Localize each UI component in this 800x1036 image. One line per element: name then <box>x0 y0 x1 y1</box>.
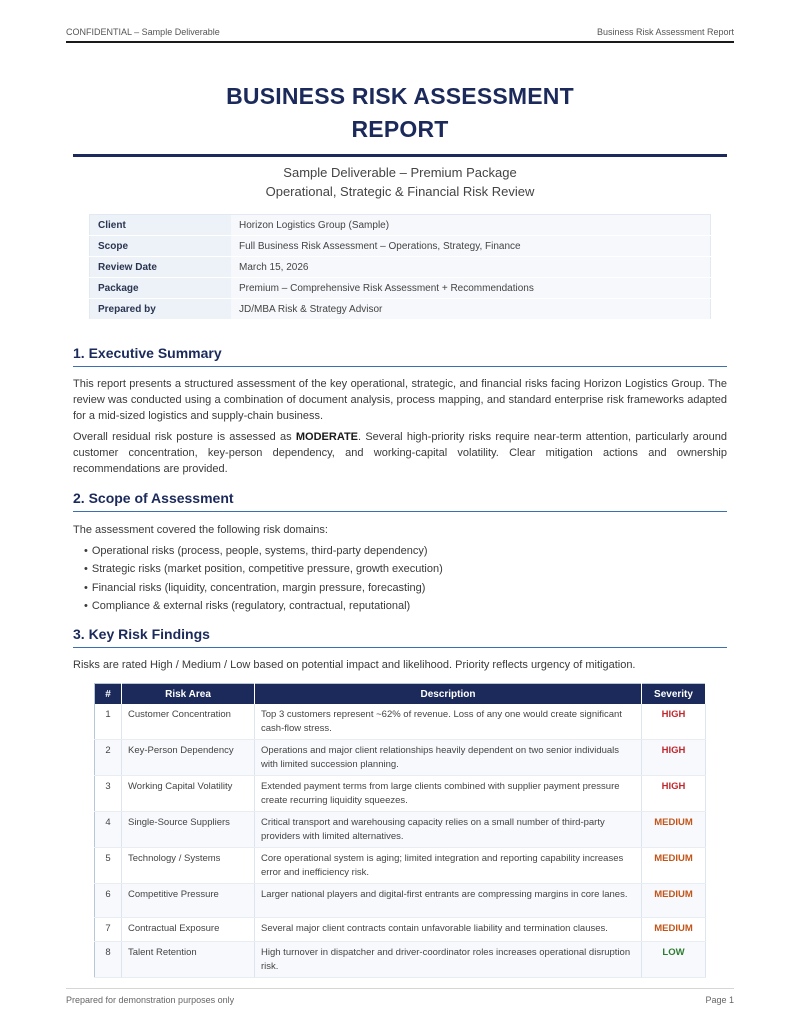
severity-badge: MEDIUM <box>642 848 706 884</box>
risk-area: Talent Retention <box>122 942 255 978</box>
risk-findings-table <box>94 683 706 978</box>
section-heading-scope: 2. Scope of Assessment <box>73 490 727 512</box>
info-label: Prepared by <box>90 299 232 320</box>
info-value: Horizon Logistics Group (Sample) <box>231 215 711 236</box>
scope-bullet-list <box>84 542 443 615</box>
report-title-line2: REPORT <box>351 116 449 142</box>
risk-findings-intro: Risks are rated High / Medium / Low based on potential impact and likelihood. Priority reflects urgency of mitigation. <box>73 659 636 671</box>
subtitle-line1: Sample Deliverable – Premium Package <box>283 165 517 180</box>
risk-area: Technology / Systems <box>122 848 255 884</box>
risk-number: 4 <box>95 812 122 848</box>
risk-description: Larger national players and digital-first entrants are compressing margins in core lanes. <box>255 884 642 918</box>
table-row <box>95 942 706 978</box>
info-value: Premium – Comprehensive Risk Assessment + Recommendations <box>231 278 711 299</box>
header-right-text: Business Risk Assessment Report <box>596 27 734 37</box>
info-row-review-date <box>90 257 711 278</box>
report-title <box>0 80 800 146</box>
executive-summary-paragraph-2 <box>73 429 727 477</box>
info-label: Scope <box>90 236 232 257</box>
risk-table-header-row <box>95 684 706 705</box>
scope-bullet: • Operational risks (process, people, systems, third-party dependency) <box>84 542 443 560</box>
page-number: Page 1 <box>705 995 734 1005</box>
risk-number: 2 <box>95 740 122 776</box>
risk-description: Extended payment terms from large clients combined with supplier payment pressure create recurring liquidity squeezes. <box>255 776 642 812</box>
info-row-prepared-by <box>90 299 711 320</box>
risk-area: Single-Source Suppliers <box>122 812 255 848</box>
info-row-client <box>90 215 711 236</box>
table-row <box>95 812 706 848</box>
risk-number: 3 <box>95 776 122 812</box>
risk-area: Working Capital Volatility <box>122 776 255 812</box>
risk-area: Competitive Pressure <box>122 884 255 918</box>
report-info-table <box>89 214 711 320</box>
risk-number: 5 <box>95 848 122 884</box>
risk-description: Top 3 customers represent ~62% of revenue. Loss of any one would create significant cash-flow stress. <box>255 704 642 740</box>
table-row <box>95 740 706 776</box>
para2-text-after: . Several high-priority risks require near-term attention, particularly around customer concentration, key-person dependency, and working-capital volatility. Clear mitigation actions and ownership recommendations are provided. <box>73 431 727 475</box>
risk-posture-rating: MODERATE <box>295 431 359 443</box>
info-value: March 15, 2026 <box>231 257 711 278</box>
info-value: JD/MBA Risk & Strategy Advisor <box>231 299 711 320</box>
risk-area: Key-Person Dependency <box>122 740 255 776</box>
section-heading-executive-summary: 1. Executive Summary <box>73 345 727 367</box>
para2-text-before: Overall residual risk posture is assessed as <box>73 431 296 443</box>
info-row-scope <box>90 236 711 257</box>
risk-area: Customer Concentration <box>122 704 255 740</box>
risk-area: Contractual Exposure <box>122 918 255 942</box>
col-header-number: # <box>95 684 122 705</box>
severity-badge: HIGH <box>642 776 706 812</box>
info-row-package <box>90 278 711 299</box>
severity-badge: HIGH <box>642 740 706 776</box>
severity-badge: LOW <box>642 942 706 978</box>
risk-number: 7 <box>95 918 122 942</box>
risk-description: Several major client contracts contain unfavorable liability and termination clauses. <box>255 918 642 942</box>
table-row <box>95 704 706 740</box>
footer-left-text: Prepared for demonstration purposes only <box>66 995 235 1005</box>
col-header-description: Description <box>255 684 642 705</box>
section-heading-key-risk-findings: 3. Key Risk Findings <box>73 626 727 648</box>
scope-bullet: • Strategic risks (market position, competitive pressure, growth execution) <box>84 560 443 578</box>
risk-description: Operations and major client relationships heavily dependent on two senior individuals with limited succession planning. <box>255 740 642 776</box>
scope-bullet: • Compliance & external risks (regulatory, contractual, reputational) <box>84 597 443 615</box>
table-row <box>95 918 706 942</box>
risk-number: 8 <box>95 942 122 978</box>
subtitle-line2: Operational, Strategic & Financial Risk Review <box>265 184 535 199</box>
scope-bullet: • Financial risks (liquidity, concentration, margin pressure, forecasting) <box>84 579 443 597</box>
risk-description: Critical transport and warehousing capacity relies on a small number of third-party providers with limited alternatives. <box>255 812 642 848</box>
risk-number: 6 <box>95 884 122 918</box>
executive-summary-paragraph-1: This report presents a structured assessment of the key operational, strategic, and financial risks facing Horizon Logistics Group. The review was conducted using a combination of document analysis, process mapping, and standard enterprise risk frameworks adapted for a mid-sized logistics and supply-chain business. <box>73 378 727 422</box>
header-left-text: CONFIDENTIAL – Sample Deliverable <box>66 27 220 37</box>
col-header-severity: Severity <box>642 684 706 705</box>
page-footer <box>66 988 734 1005</box>
table-row <box>95 884 706 918</box>
scope-intro: The assessment covered the following risk domains: <box>73 524 328 536</box>
severity-badge: MEDIUM <box>642 884 706 918</box>
table-row <box>95 776 706 812</box>
risk-number: 1 <box>95 704 122 740</box>
title-divider <box>73 154 727 157</box>
report-title-line1: BUSINESS RISK ASSESSMENT <box>226 83 574 109</box>
severity-badge: HIGH <box>642 704 706 740</box>
risk-description: Core operational system is aging; limited integration and reporting capability increases error and inefficiency risk. <box>255 848 642 884</box>
info-label: Review Date <box>90 257 232 278</box>
page-header <box>66 26 734 43</box>
report-subtitle <box>0 163 800 201</box>
col-header-risk-area: Risk Area <box>122 684 255 705</box>
severity-badge: MEDIUM <box>642 918 706 942</box>
info-label: Client <box>90 215 232 236</box>
info-label: Package <box>90 278 232 299</box>
table-row <box>95 848 706 884</box>
severity-badge: MEDIUM <box>642 812 706 848</box>
info-value: Full Business Risk Assessment – Operations, Strategy, Finance <box>231 236 711 257</box>
risk-description: High turnover in dispatcher and driver-coordinator roles increases operational disruption risk. <box>255 942 642 978</box>
